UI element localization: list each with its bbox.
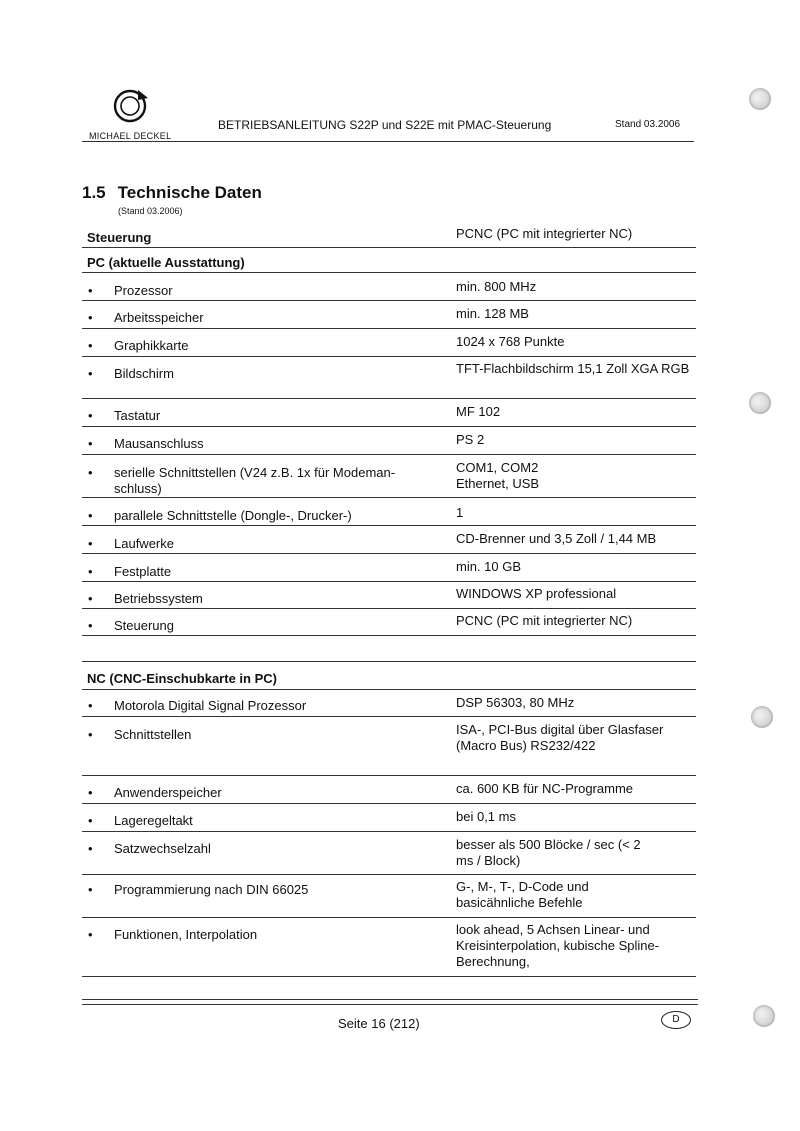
bullet-icon: • — [88, 436, 93, 451]
footer-divider — [82, 999, 698, 1000]
spec-label: Laufwerke — [114, 536, 174, 551]
spec-group-heading: PC (aktuelle Ausstattung) — [87, 255, 245, 270]
spec-value: MF 102 — [456, 404, 501, 419]
bullet-icon: • — [88, 283, 93, 298]
spec-value: 1 — [456, 505, 464, 520]
spec-label: Arbeitsspeicher — [114, 310, 204, 325]
spec-row — [82, 716, 696, 776]
bullet-icon: • — [88, 618, 93, 633]
section-number: 1.5 — [82, 183, 106, 202]
bullet-icon: • — [88, 536, 93, 551]
spec-value: G-, M-, T-, D-Code und basicähnliche Befehle — [456, 879, 589, 910]
bullet-icon: • — [88, 882, 93, 897]
spec-value: look ahead, 5 Achsen Linear- und Kreisinterpolation, kubische Spline-Berechnung, — [456, 922, 660, 969]
spec-row — [82, 454, 696, 498]
bullet-icon: • — [88, 465, 93, 480]
bullet-icon: • — [88, 366, 93, 381]
spec-value: WINDOWS XP professional — [456, 586, 617, 601]
spec-value: bei 0,1 ms — [456, 809, 516, 824]
spec-group-heading: NC (CNC-Einschubkarte in PC) — [87, 671, 277, 686]
spec-label: Programmierung nach DIN 66025 — [114, 882, 309, 897]
spec-label: Mausanschluss — [114, 436, 204, 451]
spec-value: PCNC (PC mit integrierter NC) — [456, 613, 633, 628]
bullet-icon: • — [88, 813, 93, 828]
footer-divider — [82, 1004, 698, 1005]
spec-row — [82, 689, 696, 717]
bullet-icon: • — [88, 591, 93, 606]
section-heading — [82, 183, 262, 203]
spec-label: serielle Schnittstellen (V24 z.B. 1x für Modeman-schluss) — [114, 465, 396, 496]
punch-hole — [749, 88, 771, 110]
bullet-icon: • — [88, 727, 93, 742]
document-date: Stand 03.2006 — [615, 119, 681, 130]
punch-hole — [751, 706, 773, 728]
spec-row — [82, 874, 696, 918]
spec-value: COM1, COM2 Ethernet, USB — [456, 460, 540, 491]
spec-row-nc-heading — [82, 661, 696, 690]
spec-value: ISA-, PCI-Bus digital über Glasfaser (Macro Bus) RS232/422 — [456, 722, 664, 753]
language-badge: D — [661, 1011, 691, 1029]
bullet-icon: • — [88, 508, 93, 523]
spec-label: Motorola Digital Signal Prozessor — [114, 698, 307, 713]
spec-value: TFT-Flachbildschirm 15,1 Zoll XGA RGB — [456, 361, 690, 376]
bullet-icon: • — [88, 927, 93, 942]
spec-row — [82, 831, 696, 875]
spec-label: Graphikkarte — [114, 338, 189, 353]
section-title: Technische Daten — [117, 183, 262, 202]
spec-row — [82, 426, 696, 455]
bullet-icon: • — [88, 698, 93, 713]
spec-label: Satzwechselzahl — [114, 841, 211, 856]
spec-row — [82, 581, 696, 609]
spec-row — [82, 328, 696, 357]
spec-row-pc-heading — [82, 247, 696, 273]
spec-row — [82, 775, 696, 804]
spec-row — [82, 300, 696, 329]
spec-label: Betriebssystem — [114, 591, 203, 606]
bullet-icon: • — [88, 564, 93, 579]
bullet-icon: • — [88, 408, 93, 423]
spec-row — [82, 356, 696, 399]
section-subtitle: (Stand 03.2006) — [118, 206, 183, 216]
company-logo-icon — [110, 86, 150, 126]
spec-value: PCNC (PC mit integrierter NC) — [456, 226, 633, 241]
spec-label: Festplatte — [114, 564, 172, 579]
bullet-icon: • — [88, 338, 93, 353]
spec-label: Funktionen, Interpolation — [114, 927, 258, 942]
page-number: Seite 16 (212) — [338, 1016, 420, 1031]
bullet-icon: • — [88, 310, 93, 325]
document-title: BETRIEBSANLEITUNG S22P und S22E mit PMAC-Steuerung — [218, 118, 552, 132]
spec-row — [82, 525, 696, 554]
spec-row — [82, 398, 696, 427]
bullet-icon: • — [88, 841, 93, 856]
spec-row-control — [82, 222, 696, 248]
spec-row — [82, 917, 696, 977]
punch-hole — [753, 1005, 775, 1027]
spec-row — [82, 497, 696, 526]
spec-label: Steuerung — [87, 230, 152, 245]
spec-value: min. 10 GB — [456, 559, 522, 574]
punch-hole — [749, 392, 771, 414]
spec-row — [82, 803, 696, 832]
spec-value: CD-Brenner und 3,5 Zoll / 1,44 MB — [456, 531, 657, 546]
spec-value: min. 800 MHz — [456, 279, 537, 294]
spec-row-blank — [82, 635, 696, 662]
spec-label: Steuerung — [114, 618, 174, 633]
bullet-icon: • — [88, 785, 93, 800]
spec-value: PS 2 — [456, 432, 485, 447]
spec-label: Prozessor — [114, 283, 173, 298]
spec-value: ca. 600 KB für NC-Programme — [456, 781, 634, 796]
spec-label: Schnittstellen — [114, 727, 192, 742]
spec-value: DSP 56303, 80 MHz — [456, 695, 575, 710]
spec-label: Anwenderspeicher — [114, 785, 222, 800]
spec-label: Lageregeltakt — [114, 813, 193, 828]
spec-value: 1024 x 768 Punkte — [456, 334, 565, 349]
spec-row — [82, 553, 696, 582]
spec-row — [82, 608, 696, 636]
company-name: MICHAEL DECKEL — [89, 131, 172, 141]
spec-row — [82, 272, 696, 301]
spec-value: min. 128 MB — [456, 306, 529, 321]
spec-label: Tastatur — [114, 408, 161, 423]
spec-value: besser als 500 Blöcke / sec (< 2 ms / Block) — [456, 837, 641, 868]
spec-label: parallele Schnittstelle (Dongle-, Drucker-) — [114, 508, 352, 523]
spec-label: Bildschirm — [114, 366, 174, 381]
header-divider — [82, 141, 694, 142]
